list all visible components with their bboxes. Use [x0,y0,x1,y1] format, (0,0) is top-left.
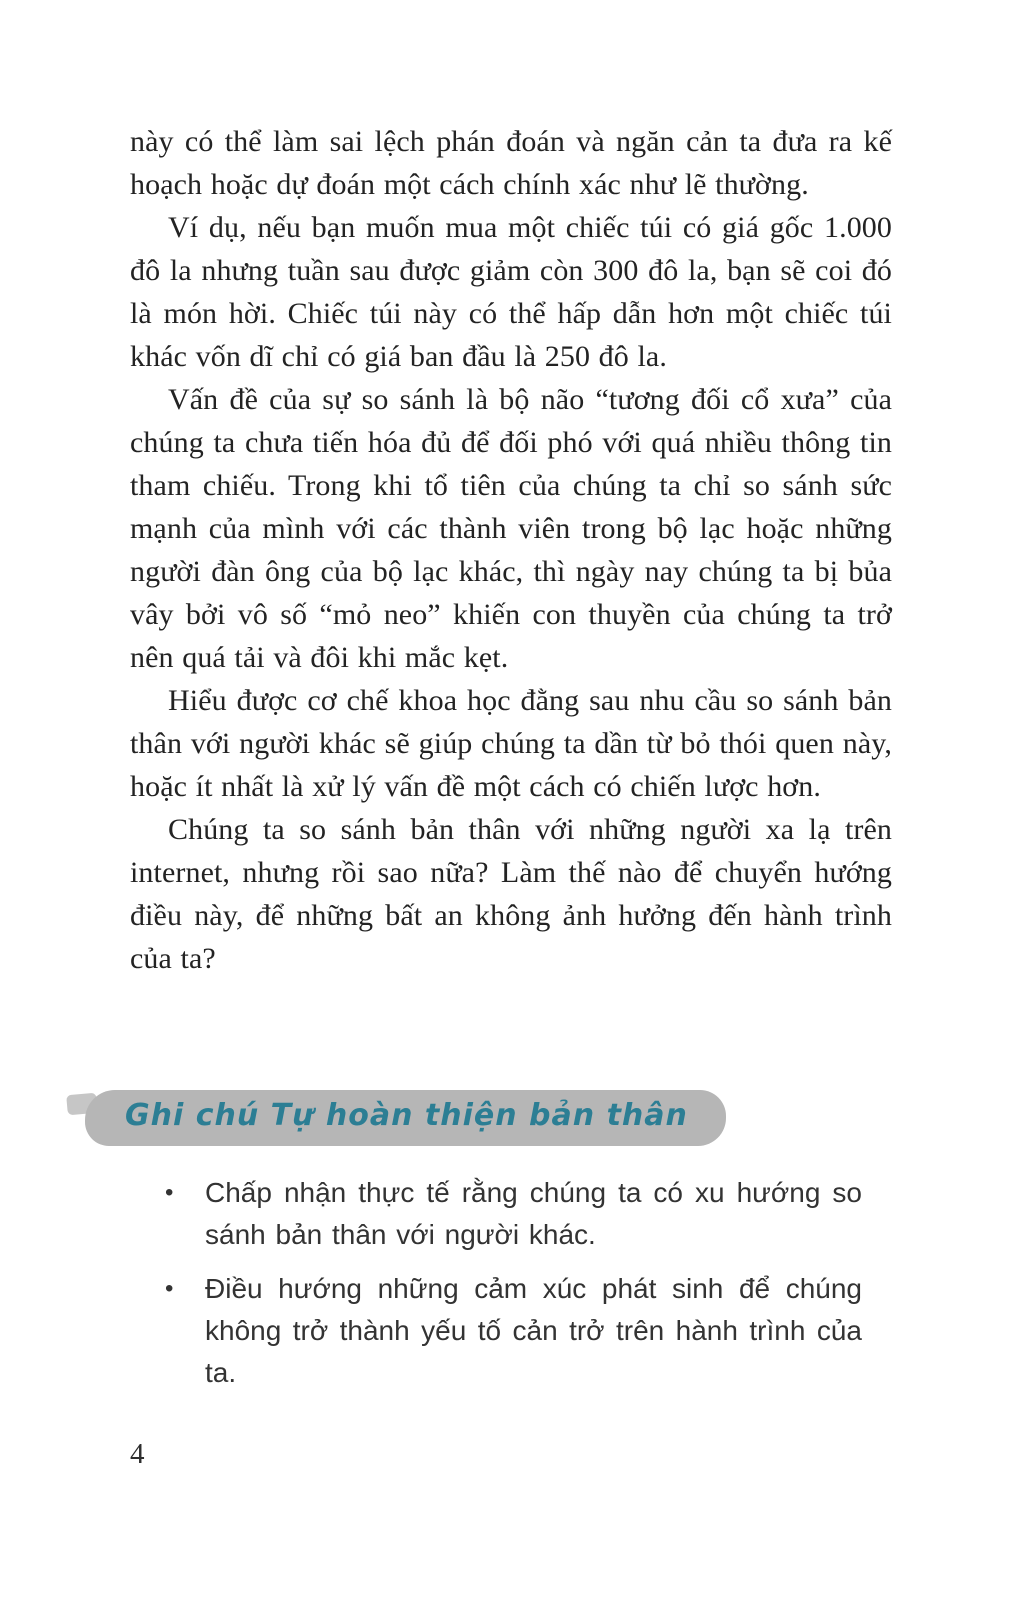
paragraph: Vấn đề của sự so sánh là bộ não “tương đối cổ xưa” của chúng ta chưa tiến hóa đủ để đối phó với quá nhiều thông tin tham chiếu. Trong khi tổ tiên của chúng ta chỉ so sánh sức mạnh của mình với các thành viên trong bộ lạc hoặc những người đàn ông của bộ lạc khác, thì ngày nay chúng ta bị bủa vây bởi vô số “mỏ neo” khiến con thuyền của chúng ta trở nên quá tải và đôi khi mắc kẹt. [130,383,892,674]
note-title: Ghi chú Tự hoàn thiện bản thân [125,1098,688,1133]
bullet-text: Chấp nhận thực tế rằng chúng ta có xu hướng so sánh bản thân với người khác. [205,1177,862,1250]
paragraph: Hiểu được cơ chế khoa học đằng sau nhu cầu so sánh bản thân với người khác sẽ giúp chúng ta dần từ bỏ thói quen này, hoặc ít nhất là xử lý vấn đề một cách có chiến lược hơn. [130,684,892,803]
note-title-wrap [85,1090,726,1146]
note-bullet-list [85,1172,894,1394]
paragraph: này có thể làm sai lệch phán đoán và ngăn cản ta đưa ra kế hoạch hoặc dự đoán một cách chính xác như lẽ thường. [130,125,892,201]
bullet-text: Điều hướng những cảm xúc phát sinh để chúng không trở thành yếu tố cản trở trên hành trình của ta. [205,1273,862,1388]
body-text [130,120,892,980]
paragraph: Chúng ta so sánh bản thân với những người xa lạ trên internet, nhưng rồi sao nữa? Làm thế nào để chuyển hướng điều này, để những bất an không ảnh hưởng đến hành trình của ta? [130,813,892,975]
list-item [165,1268,862,1394]
list-item [165,1172,862,1256]
bullet-icon: • [165,1275,174,1302]
note-title-pill [85,1090,726,1146]
page-number: 4 [130,1438,145,1470]
paragraph: Ví dụ, nếu bạn muốn mua một chiếc túi có giá gốc 1.000 đô la nhưng tuần sau được giảm còn 300 đô la, bạn sẽ coi đó là món hời. Chiếc túi này có thể hấp dẫn hơn một chiếc túi khác vốn dĩ chỉ có giá ban đầu là 250 đô la. [130,211,892,373]
bullet-icon: • [165,1179,174,1206]
self-improvement-note-section [85,1090,894,1406]
